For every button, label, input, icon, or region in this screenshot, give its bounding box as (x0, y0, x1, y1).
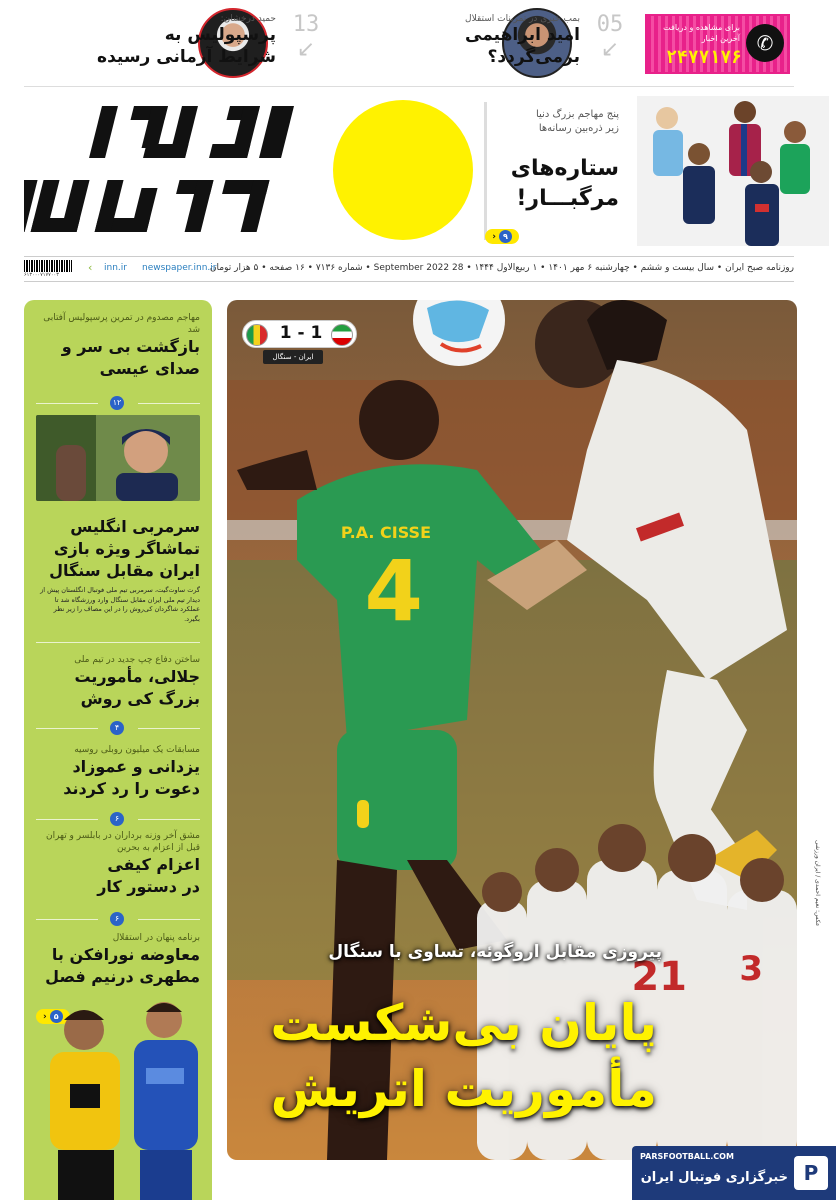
page-number: ۵ (50, 1010, 63, 1023)
barcode-number: ۶۱۳۰۰۰۷۱۷۷۰۰۳ (24, 272, 59, 278)
watermark-url: PARSFOOTBALL.COM (640, 1152, 734, 1161)
divider (138, 819, 200, 820)
sidebar-title: در دستور کار (97, 877, 200, 896)
sidebar-item-esteghlal[interactable] (36, 932, 200, 988)
ad-text: برای مشاهده و دریافت آخرین اخبار (663, 23, 740, 43)
iran-flag-icon (331, 324, 353, 346)
score-badge (242, 320, 357, 348)
sidebar-kicker: برنامه پنهان در استقلال (112, 933, 200, 943)
senegal-flag-icon (246, 324, 268, 346)
stars-kicker-line: زیر ذره‌بین رسانه‌ها (538, 123, 619, 134)
arrow-icon: ↙ (600, 37, 620, 62)
sidebar-title: بزرگ کی روش (80, 689, 200, 708)
teaser-page-number (592, 12, 628, 62)
watermark-name: خبرگزاری فوتبال ایران (640, 1170, 788, 1185)
teaser-title: امید ابراهیمی (465, 25, 580, 45)
sidebar-kicker: مسابقات یک میلیون روبلی روسیه (74, 745, 200, 755)
news-sidebar (24, 300, 212, 1200)
sidebar-item-eisa[interactable] (36, 312, 200, 380)
page-number-badge: ۱۲ (110, 396, 124, 410)
sidebar-title: دعوت را رد کردند (63, 779, 200, 798)
teaser-title: برمی‌گردد؟ (487, 47, 580, 67)
divider (24, 86, 794, 87)
southgate-photo (36, 415, 200, 501)
page-pill (485, 229, 519, 244)
teaser-number: 05 (596, 12, 624, 37)
parsfootball-watermark[interactable] (632, 1146, 836, 1200)
top-teaser-strip (0, 0, 836, 88)
divider (36, 919, 98, 920)
jersey-number-back: 21 (631, 954, 687, 1000)
jersey-name: P.A. CISSE (340, 523, 431, 542)
sidebar-item-yazdani[interactable] (36, 744, 200, 800)
page-number-badge: ۶ (110, 812, 124, 826)
chevron-left-icon: ‹ (43, 1011, 47, 1022)
sidebar-kicker: مشق آخر وزنه برداران در بابلسر و تهران قبل از اعزام به بحرین (45, 831, 200, 853)
teaser-derakhshan[interactable] (56, 14, 276, 68)
teaser-kicker: حمید درخشان: (220, 14, 276, 24)
strikers-photo (637, 96, 829, 246)
sidebar-kicker: مهاجم مصدوم در تمرین پرسپولیس آفتابی شد (43, 313, 200, 335)
sidebar-title: اعزام کیفی (107, 855, 200, 874)
headline-line: مأموریت اتریش (270, 1060, 657, 1118)
sidebar-kicker: ساختن دفاع چپ جدید در تیم ملی (74, 655, 200, 665)
url-newspaper[interactable]: newspaper.inn.ir (142, 263, 217, 273)
sidebar-item-weightlifting[interactable] (36, 830, 200, 898)
arrow-icon: ↙ (296, 37, 316, 62)
teaser-ebrahimi[interactable] (380, 14, 580, 68)
stars-page-pill[interactable] (485, 224, 519, 244)
phone-icon: ✆ (746, 24, 784, 62)
divider (138, 728, 200, 729)
url-inn[interactable]: inn.ir (104, 263, 127, 273)
logo-mark (24, 98, 324, 248)
sidebar-title: معاوضه نورافکن با (51, 945, 200, 964)
teaser-title: شرایط آرمانی رسیده (97, 47, 276, 67)
divider (36, 819, 98, 820)
divider (36, 728, 98, 729)
yellow-sun-emblem (333, 100, 473, 240)
strikers-illustration (637, 96, 829, 246)
sidebar-title: مطهری درنیم فصل (45, 967, 200, 986)
score-text: 1 - 1 (279, 323, 323, 343)
divider (36, 642, 200, 643)
cover-photo (227, 300, 797, 1160)
divider (36, 403, 98, 404)
divider (138, 919, 200, 920)
sidebar-body: گرت ساوت‌گیت، سرمربی تیم ملی فوتبال انگلستان پیش از دیدار تیم ملی ایران مقابل سنگال وارد ورزشگاه شد تا عملکرد شاگردان کی‌روش را در این مصاف را زیر نظر بگیرد. (40, 586, 200, 623)
main-headline[interactable] (257, 990, 657, 1122)
stars-title-line: مرگبـــار! (516, 186, 619, 211)
sidebar-item-southgate[interactable] (36, 516, 200, 624)
stars-headline (479, 154, 619, 214)
sidebar-title: جلالی، مأموریت (74, 667, 200, 686)
southgate-illustration (36, 415, 200, 501)
iran-varzeshi-logo[interactable] (24, 98, 324, 248)
chevron-right-icon: › (88, 261, 93, 274)
stars-kicker-line: پنج مهاجم بزرگ دنیا (535, 109, 619, 120)
stars-title-line: ستاره‌های (510, 156, 619, 181)
teaser-title: پرسپولیس به (164, 25, 276, 45)
sidebar-title: یزدانی و عموزاد (72, 757, 200, 776)
sidebar-title: سرمربی انگلیس (70, 517, 200, 536)
photo-credit: عکس: نعیم احمدی / ایران ورزشی (814, 840, 821, 927)
barcode-icon (24, 260, 72, 272)
teaser-number: 13 (292, 12, 320, 37)
teaser-page-number (288, 12, 324, 62)
jersey-number-front: 4 (364, 542, 423, 640)
sms-ad[interactable] (645, 14, 790, 74)
headline-kicker: پیروزی مقابل اروگوئه، تساوی با سنگال (328, 942, 662, 962)
stars-feature[interactable] (487, 96, 827, 246)
match-label: ایران - سنگال (263, 350, 323, 364)
players-illustration (24, 990, 212, 1200)
ad-phone-number: ۲۴۷۷۱۷۶ (666, 47, 742, 68)
page-number-badge: ۶ (110, 912, 124, 926)
jersey-number-back: 3 (739, 949, 763, 989)
teaser-kicker: بمب خبری در تمرینات استقلال (465, 14, 580, 24)
issue-info-bar (24, 256, 794, 282)
esteghlal-players-photo (24, 990, 212, 1200)
sidebar-item-jalali[interactable] (36, 654, 200, 710)
sidebar-title: صدای عیسی (99, 359, 200, 378)
page-number: ۹ (499, 230, 512, 243)
page-number-badge: ۴ (110, 721, 124, 735)
sidebar-title: تماشاگر ویژه بازی (53, 539, 200, 558)
chevron-left-icon: ‹ (492, 231, 496, 242)
issue-details: روزنامه صبح ایران • سال بیست و ششم • چهارشنبه ۶ مهر ۱۴۰۱ • ۱ ربیع‌الاول ۱۴۴۴ • 28 September 2022 • شماره ۷۱۳۶ • ۱۶ صفحه • ۵ هزار تومان (209, 263, 794, 273)
sidebar-title: بازگشت بی سر و (61, 337, 200, 356)
divider (138, 403, 200, 404)
parsfootball-logo-icon: P (794, 1156, 828, 1190)
headline-line: پایان بی‌شکست (270, 994, 657, 1052)
stars-kicker (479, 108, 619, 136)
sidebar-title: ایران مقابل سنگال (49, 561, 200, 580)
